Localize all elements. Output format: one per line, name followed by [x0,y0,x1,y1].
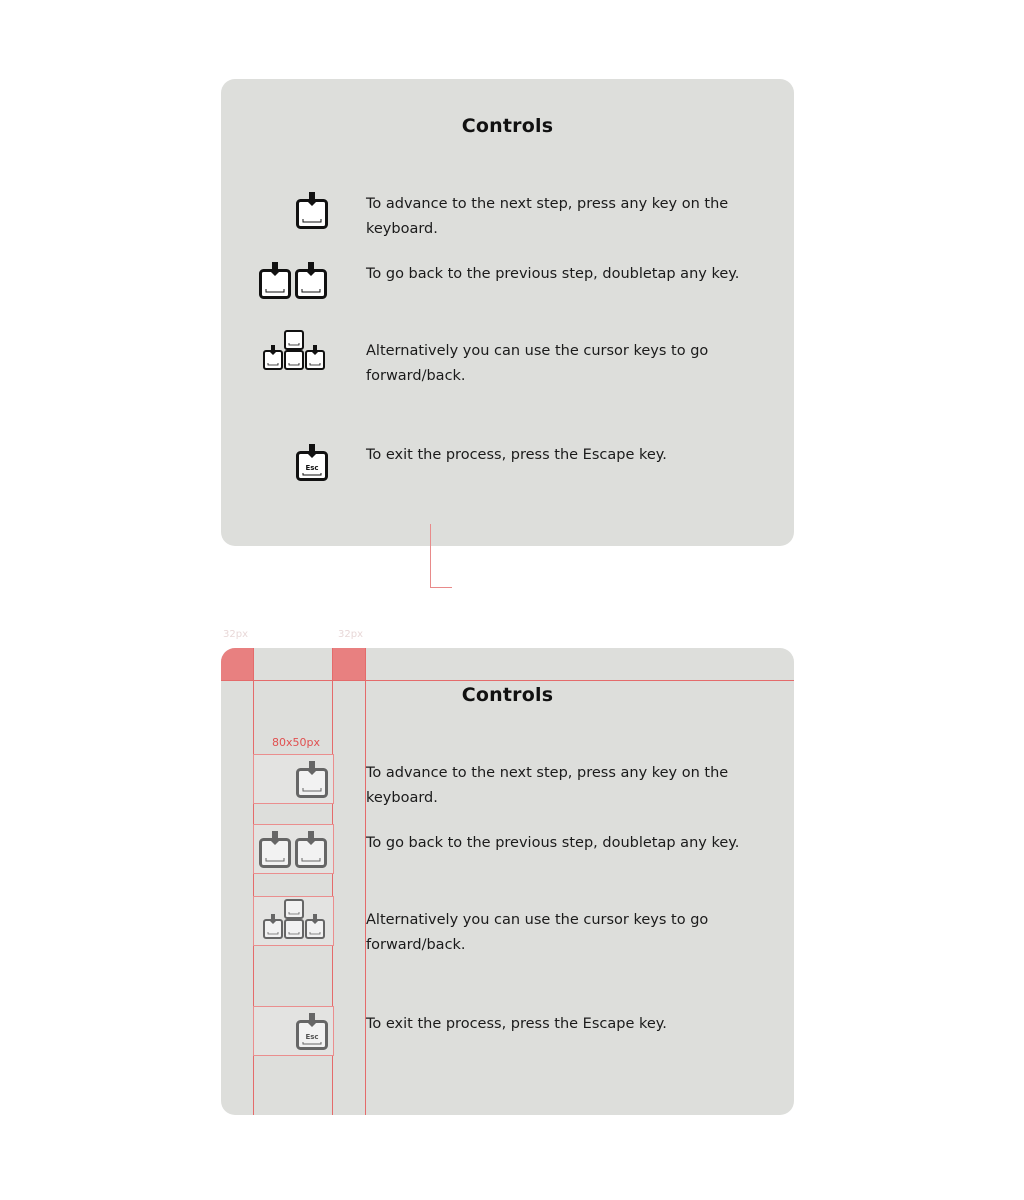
double-key-icon [259,262,329,300]
single-key-icon [296,192,328,230]
row-cursor-text: Alternatively you can use the cursor keys to go forward/back. [366,912,709,953]
row-advance-text: To advance to the next step, press any key on the keyboard. [366,765,729,806]
cursor-keys-icon [263,330,327,372]
panel-title: Controls [461,684,554,706]
double-key-icon [259,831,329,869]
row-advance-text: To advance to the next step, press any key on the keyboard. [366,196,729,237]
row-back-text: To go back to the previous step, doubletap any key. [366,835,740,851]
escape-key-icon [296,444,328,482]
guide-line-3 [365,648,366,1115]
esc-key-label: Esc [305,1033,319,1041]
margin-marker-left [221,648,253,680]
margin-marker-right [333,648,366,680]
esc-key-label: Esc [305,464,319,472]
row-exit-text: To exit the process, press the Escape key. [366,1016,667,1032]
row-back-text: To go back to the previous step, doubletap any key. [366,266,740,282]
margin-label-right: 32px [338,629,363,640]
controls-panel [221,79,794,546]
panel-title: Controls [461,115,554,137]
connector-line-foot [430,587,452,588]
escape-key-icon [296,1013,328,1051]
row-cursor-text: Alternatively you can use the cursor keys to go forward/back. [366,343,709,384]
connector-line [430,524,431,588]
single-key-icon [296,761,328,799]
slot-size-label: 80x50px [272,736,320,749]
cursor-keys-icon [263,899,327,941]
controls-panel-guides [221,648,794,1115]
margin-label-left: 32px [223,629,248,640]
row-exit-text: To exit the process, press the Escape key. [366,447,667,463]
guide-line-horizontal [221,680,794,681]
